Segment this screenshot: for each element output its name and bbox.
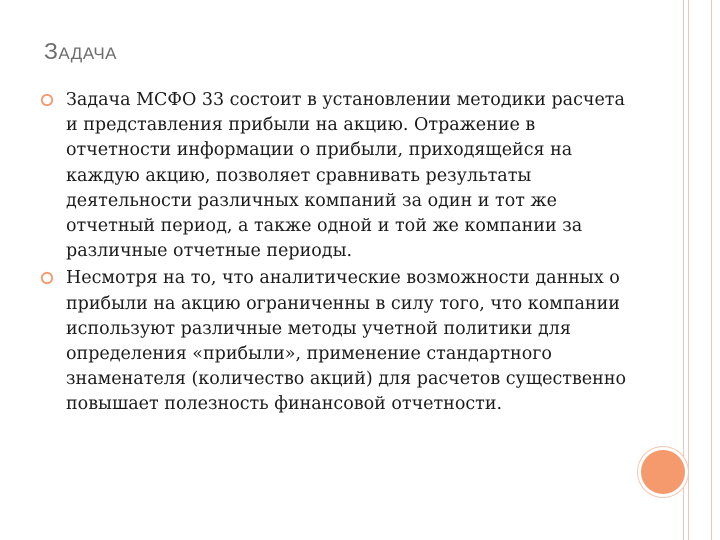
right-border-line — [711, 0, 712, 540]
title-rest: АДАЧА — [58, 44, 118, 63]
bullet-list — [40, 88, 630, 418]
right-border-line — [688, 0, 689, 540]
bullet-item — [40, 266, 630, 417]
bullet-text: Задача МСФО 33 состоит в установлении методики расчета и представления прибыли на акцию. Отражение в отчетности информации о прибыли, приходящейся на каждую акцию, позволяет сравнивать результаты деятельности различных компаний за один и тот же отчетный период, а также одной и той же компании за различные отчетные периоды. — [66, 90, 625, 262]
title-first-letter: З — [44, 38, 59, 64]
decorative-orange-circle — [641, 450, 685, 494]
slide-title — [44, 38, 117, 65]
bullet-item — [40, 88, 630, 264]
open-circle-bullet-icon — [40, 271, 54, 285]
right-border-line — [683, 0, 684, 540]
bullet-text: Несмотря на то, что аналитические возможности данных о прибыли на акцию ограниченны в силу того, что компании используют различные методы учетной политики для определения «прибыли», применение стандартного знаменателя (количество акций) для расчетов существенно повышает полезность финансовой отчетности. — [66, 268, 627, 415]
open-circle-bullet-icon — [40, 93, 54, 107]
